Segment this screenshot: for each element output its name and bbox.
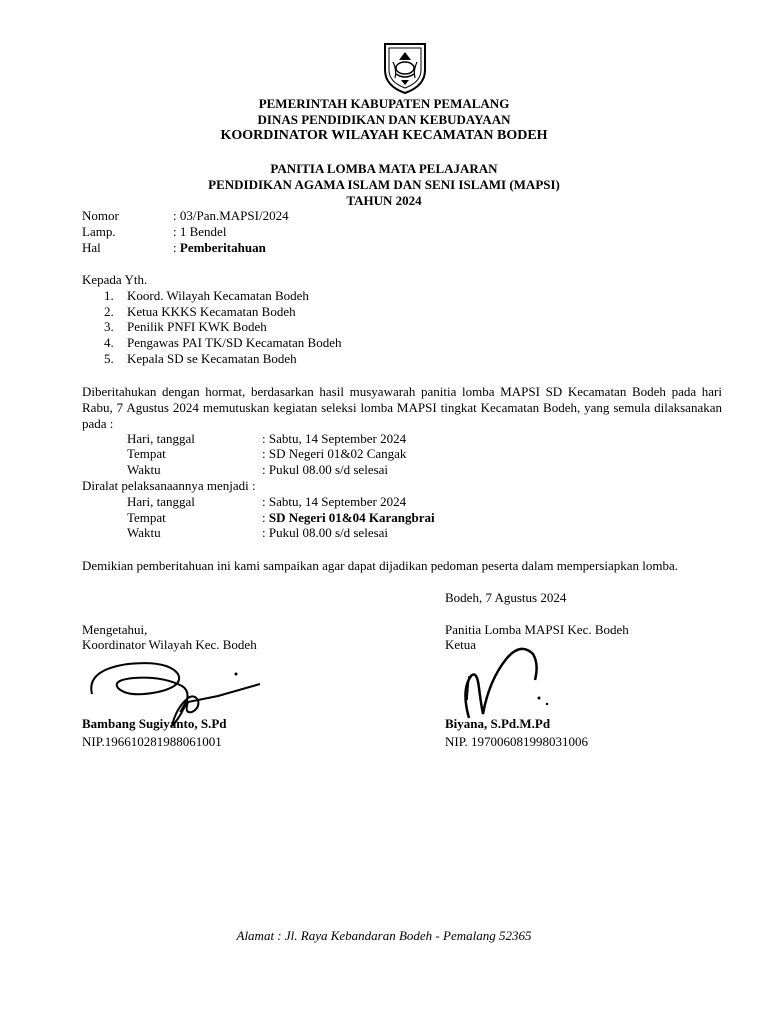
recipient-text: Pengawas PAI TK/SD Kecamatan Bodeh [127, 335, 342, 350]
meta-value-nomor: : 03/Pan.MAPSI/2024 [173, 208, 289, 223]
footer-address: Alamat : Jl. Raya Kebandaran Bodeh - Pemalang 52365 [236, 928, 532, 943]
left-sign-line-2: Koordinator Wilayah Kec. Bodeh [82, 637, 257, 652]
meta-label-lamp: Lamp. [82, 224, 116, 239]
revised-colon: : [262, 510, 269, 525]
revised-value: : Pukul 08.00 s/d selesai [262, 525, 389, 540]
recipient-text: Koord. Wilayah Kecamatan Bodeh [127, 288, 309, 303]
recipient-text: Kepala SD se Kecamatan Bodeh [127, 351, 297, 366]
header-line-1: PEMERINTAH KABUPATEN PEMALANG [258, 96, 510, 111]
recipient-num: 3. [104, 319, 114, 334]
revised-label: Tempat [127, 510, 166, 525]
revised-venue: SD Negeri 01&04 Karangbrai [268, 510, 435, 525]
schedule-value: : Pukul 08.00 s/d selesai [262, 462, 389, 477]
meta-hal-subject: Pemberitahuan [179, 240, 266, 255]
right-signer-name: Biyana, S.Pd.M.Pd [445, 716, 551, 731]
left-signer-name: Bambang Sugiyanto, S.Pd [82, 716, 227, 731]
revised-label: Waktu [127, 525, 161, 540]
body-paragraph: Diberitahukan dengan hormat, berdasarkan hasil musyawarah panitia lomba MAPSI SD Kecamatan Bodeh pada hari Rabu, 7 Agustus 2024 memutuskan kegiatan seleksi lomba MAPSI tingkat Kecamatan Bodeh, yang semula dilaksanakan pada : [82, 384, 722, 431]
header-line-2: DINAS PENDIDIKAN DAN KEBUDAYAAN [257, 112, 511, 127]
meta-value-hal [173, 240, 266, 256]
revised-value: : Sabtu, 14 September 2024 [262, 494, 407, 509]
committee-line-3: TAHUN 2024 [346, 193, 422, 208]
recipient-num: 2. [104, 304, 114, 319]
right-sign-line-2: Ketua [445, 637, 477, 652]
left-signer-nip: NIP.196610281988061001 [82, 734, 222, 749]
meta-label-nomor: Nomor [82, 208, 119, 223]
header-line-3: KOORDINATOR WILAYAH KECAMATAN BODEH [220, 128, 548, 143]
schedule-label: Tempat [127, 446, 166, 461]
meta-label-hal: Hal [82, 240, 101, 255]
regency-seal-icon [377, 40, 433, 96]
recipient-num: 5. [104, 351, 114, 366]
recipient-num: 4. [104, 335, 114, 350]
meta-hal-colon: : [173, 240, 180, 255]
right-signer-nip: NIP. 197006081998031006 [445, 734, 589, 749]
revised-value [262, 510, 435, 526]
closing-paragraph: Demikian pemberitahuan ini kami sampaikan agar dapat dijadikan pedoman peserta dalam mempersiapkan lomba. [82, 558, 678, 573]
schedule-label: Waktu [127, 462, 161, 477]
recipients-intro: Kepada Yth. [82, 272, 148, 287]
recipient-text: Ketua KKKS Kecamatan Bodeh [127, 304, 296, 319]
revised-label: Hari, tanggal [127, 494, 195, 509]
schedule-label: Hari, tanggal [127, 431, 195, 446]
revised-intro: Diralat pelaksanaannya menjadi : [82, 478, 256, 493]
committee-line-2: PENDIDIKAN AGAMA ISLAM DAN SENI ISLAMI (MAPSI) [208, 177, 560, 192]
committee-line-1: PANITIA LOMBA MATA PELAJARAN [270, 161, 498, 176]
schedule-value: : Sabtu, 14 September 2024 [262, 431, 407, 446]
left-sign-line-1: Mengetahui, [82, 622, 148, 637]
meta-value-lamp: : 1 Bendel [173, 224, 227, 239]
place-date: Bodeh, 7 Agustus 2024 [445, 590, 567, 605]
recipient-num: 1. [104, 288, 114, 303]
recipient-text: Penilik PNFI KWK Bodeh [127, 319, 267, 334]
right-sign-line-1: Panitia Lomba MAPSI Kec. Bodeh [445, 622, 629, 637]
schedule-value: : SD Negeri 01&02 Cangak [262, 446, 407, 461]
